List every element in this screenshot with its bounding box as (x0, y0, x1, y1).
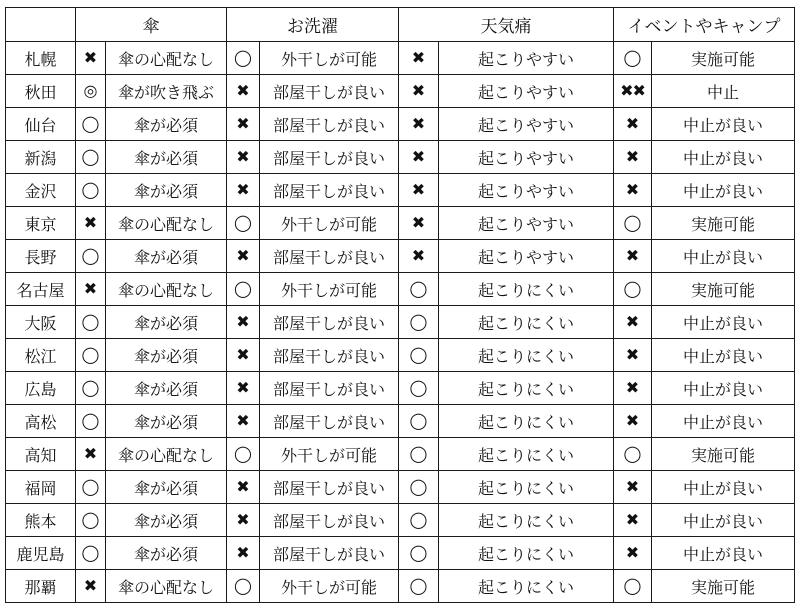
weather-pain-symbol: ◯ (399, 339, 439, 372)
header-row (6, 8, 795, 42)
umbrella-status: 傘が必須 (106, 339, 227, 372)
weather-pain-symbol: ◯ (399, 471, 439, 504)
laundry-symbol: ✖ (227, 306, 260, 339)
weather-pain-status: 起こりにくい (439, 570, 614, 603)
event-status: 中止が良い (652, 240, 795, 273)
weather-pain-status: 起こりやすい (439, 174, 614, 207)
city-cell: 長野 (6, 240, 76, 273)
laundry-status: 部屋干しが良い (260, 339, 399, 372)
city-cell: 金沢 (6, 174, 76, 207)
weather-pain-status: 起こりにくい (439, 306, 614, 339)
event-symbol: ✖ (614, 471, 652, 504)
table-row (6, 207, 795, 240)
city-cell: 熊本 (6, 504, 76, 537)
table-row (6, 372, 795, 405)
event-symbol: ✖ (614, 405, 652, 438)
event-symbol: ✖ (614, 504, 652, 537)
umbrella-symbol: ✖ (76, 273, 106, 306)
table-row (6, 42, 795, 75)
laundry-status: 外干しが可能 (260, 273, 399, 306)
city-cell: 秋田 (6, 75, 76, 108)
laundry-symbol: ✖ (227, 372, 260, 405)
laundry-status: 外干しが可能 (260, 570, 399, 603)
event-status: 中止 (652, 75, 795, 108)
weather-pain-symbol: ◯ (399, 537, 439, 570)
weather-pain-status: 起こりやすい (439, 42, 614, 75)
umbrella-status: 傘が必須 (106, 108, 227, 141)
table-row (6, 141, 795, 174)
city-cell: 新潟 (6, 141, 76, 174)
umbrella-symbol: ◯ (76, 240, 106, 273)
laundry-symbol: ◯ (227, 42, 260, 75)
umbrella-status: 傘の心配なし (106, 207, 227, 240)
laundry-symbol: ✖ (227, 471, 260, 504)
city-cell: 広島 (6, 372, 76, 405)
weather-pain-symbol: ✖ (399, 42, 439, 75)
weather-pain-symbol: ◯ (399, 438, 439, 471)
weather-pain-status: 起こりにくい (439, 504, 614, 537)
umbrella-symbol: ◯ (76, 141, 106, 174)
laundry-status: 外干しが可能 (260, 207, 399, 240)
event-symbol: ✖ (614, 306, 652, 339)
weather-pain-status: 起こりやすい (439, 207, 614, 240)
umbrella-status: 傘が吹き飛ぶ (106, 75, 227, 108)
laundry-symbol: ✖ (227, 537, 260, 570)
header-events: イベントやキャンプ (614, 8, 795, 42)
umbrella-status: 傘が必須 (106, 141, 227, 174)
umbrella-status: 傘が必須 (106, 306, 227, 339)
event-status: 中止が良い (652, 471, 795, 504)
city-cell: 高知 (6, 438, 76, 471)
table-row (6, 537, 795, 570)
laundry-status: 部屋干しが良い (260, 141, 399, 174)
event-status: 中止が良い (652, 339, 795, 372)
umbrella-status: 傘が必須 (106, 504, 227, 537)
umbrella-symbol: ◯ (76, 306, 106, 339)
event-status: 実施可能 (652, 438, 795, 471)
laundry-status: 部屋干しが良い (260, 372, 399, 405)
event-symbol: ✖ (614, 174, 652, 207)
laundry-symbol: ◯ (227, 438, 260, 471)
city-cell: 高松 (6, 405, 76, 438)
event-status: 中止が良い (652, 306, 795, 339)
laundry-symbol: ◯ (227, 570, 260, 603)
weather-pain-status: 起こりやすい (439, 75, 614, 108)
city-cell: 大阪 (6, 306, 76, 339)
umbrella-status: 傘の心配なし (106, 42, 227, 75)
weather-pain-symbol: ◯ (399, 273, 439, 306)
event-symbol: ✖ (614, 108, 652, 141)
umbrella-symbol: ◯ (76, 108, 106, 141)
umbrella-symbol: ◎ (76, 75, 106, 108)
event-status: 中止が良い (652, 174, 795, 207)
umbrella-symbol: ✖ (76, 438, 106, 471)
event-symbol: ✖ (614, 339, 652, 372)
umbrella-status: 傘が必須 (106, 471, 227, 504)
header-laundry: お洗濯 (227, 8, 399, 42)
umbrella-status: 傘が必須 (106, 240, 227, 273)
event-symbol: ✖ (614, 141, 652, 174)
city-cell: 名古屋 (6, 273, 76, 306)
table-row (6, 174, 795, 207)
umbrella-symbol: ✖ (76, 570, 106, 603)
event-symbol: ◯ (614, 42, 652, 75)
umbrella-symbol: ◯ (76, 339, 106, 372)
umbrella-status: 傘の心配なし (106, 570, 227, 603)
umbrella-status: 傘の心配なし (106, 438, 227, 471)
table-row (6, 438, 795, 471)
weather-pain-status: 起こりにくい (439, 273, 614, 306)
weather-pain-symbol: ◯ (399, 306, 439, 339)
laundry-status: 部屋干しが良い (260, 108, 399, 141)
event-status: 実施可能 (652, 207, 795, 240)
umbrella-status: 傘が必須 (106, 405, 227, 438)
umbrella-symbol: ✖ (76, 207, 106, 240)
weather-pain-status: 起こりにくい (439, 471, 614, 504)
event-symbol: ✖ (614, 537, 652, 570)
city-cell: 仙台 (6, 108, 76, 141)
laundry-status: 部屋干しが良い (260, 537, 399, 570)
laundry-symbol: ◯ (227, 273, 260, 306)
event-status: 実施可能 (652, 42, 795, 75)
umbrella-symbol: ◯ (76, 372, 106, 405)
laundry-symbol: ✖ (227, 75, 260, 108)
weather-pain-status: 起こりにくい (439, 339, 614, 372)
weather-pain-symbol: ✖ (399, 207, 439, 240)
city-cell: 福岡 (6, 471, 76, 504)
laundry-status: 部屋干しが良い (260, 471, 399, 504)
weather-pain-symbol: ✖ (399, 141, 439, 174)
city-cell: 那覇 (6, 570, 76, 603)
laundry-status: 外干しが可能 (260, 42, 399, 75)
table-row (6, 339, 795, 372)
laundry-status: 外干しが可能 (260, 438, 399, 471)
umbrella-status: 傘が必須 (106, 537, 227, 570)
event-status: 中止が良い (652, 372, 795, 405)
weather-pain-status: 起こりにくい (439, 438, 614, 471)
weather-pain-symbol: ✖ (399, 108, 439, 141)
weather-pain-symbol: ◯ (399, 570, 439, 603)
weather-pain-status: 起こりにくい (439, 537, 614, 570)
table-body (6, 42, 795, 603)
laundry-symbol: ✖ (227, 405, 260, 438)
event-status: 中止が良い (652, 537, 795, 570)
event-symbol: ◯ (614, 570, 652, 603)
weather-pain-symbol: ◯ (399, 504, 439, 537)
laundry-symbol: ✖ (227, 240, 260, 273)
header-weather-pain: 天気痛 (399, 8, 614, 42)
event-symbol: ✖✖ (614, 75, 652, 108)
laundry-status: 部屋干しが良い (260, 504, 399, 537)
weather-pain-symbol: ◯ (399, 405, 439, 438)
umbrella-symbol: ◯ (76, 405, 106, 438)
umbrella-symbol: ◯ (76, 174, 106, 207)
weather-pain-status: 起こりやすい (439, 141, 614, 174)
table-row (6, 471, 795, 504)
weather-pain-symbol: ✖ (399, 174, 439, 207)
weather-pain-symbol: ✖ (399, 75, 439, 108)
umbrella-status: 傘の心配なし (106, 273, 227, 306)
laundry-symbol: ✖ (227, 141, 260, 174)
table-row (6, 240, 795, 273)
table-row (6, 504, 795, 537)
umbrella-symbol: ◯ (76, 471, 106, 504)
event-symbol: ◯ (614, 273, 652, 306)
weather-pain-symbol: ✖ (399, 240, 439, 273)
event-status: 中止が良い (652, 504, 795, 537)
laundry-status: 部屋干しが良い (260, 240, 399, 273)
city-cell: 東京 (6, 207, 76, 240)
event-symbol: ✖ (614, 372, 652, 405)
weather-pain-symbol: ◯ (399, 372, 439, 405)
event-status: 実施可能 (652, 273, 795, 306)
event-status: 中止が良い (652, 108, 795, 141)
header-city (6, 8, 76, 42)
table-row (6, 75, 795, 108)
weather-pain-status: 起こりにくい (439, 372, 614, 405)
city-cell: 札幌 (6, 42, 76, 75)
weather-pain-status: 起こりやすい (439, 108, 614, 141)
laundry-status: 部屋干しが良い (260, 306, 399, 339)
event-symbol: ✖ (614, 240, 652, 273)
table-row (6, 570, 795, 603)
weather-pain-status: 起こりやすい (439, 240, 614, 273)
laundry-symbol: ✖ (227, 108, 260, 141)
table-row (6, 306, 795, 339)
event-status: 中止が良い (652, 141, 795, 174)
event-status: 中止が良い (652, 405, 795, 438)
event-symbol: ◯ (614, 438, 652, 471)
laundry-symbol: ✖ (227, 174, 260, 207)
umbrella-symbol: ◯ (76, 504, 106, 537)
header-umbrella: 傘 (76, 8, 227, 42)
laundry-status: 部屋干しが良い (260, 75, 399, 108)
laundry-status: 部屋干しが良い (260, 174, 399, 207)
table-row (6, 108, 795, 141)
laundry-status: 部屋干しが良い (260, 405, 399, 438)
umbrella-symbol: ✖ (76, 42, 106, 75)
event-symbol: ◯ (614, 207, 652, 240)
city-cell: 松江 (6, 339, 76, 372)
laundry-symbol: ✖ (227, 504, 260, 537)
event-status: 実施可能 (652, 570, 795, 603)
umbrella-status: 傘が必須 (106, 174, 227, 207)
laundry-symbol: ✖ (227, 339, 260, 372)
weather-pain-status: 起こりにくい (439, 405, 614, 438)
forecast-table (5, 7, 795, 603)
umbrella-symbol: ◯ (76, 537, 106, 570)
city-cell: 鹿児島 (6, 537, 76, 570)
table-row (6, 273, 795, 306)
table-row (6, 405, 795, 438)
laundry-symbol: ◯ (227, 207, 260, 240)
umbrella-status: 傘が必須 (106, 372, 227, 405)
